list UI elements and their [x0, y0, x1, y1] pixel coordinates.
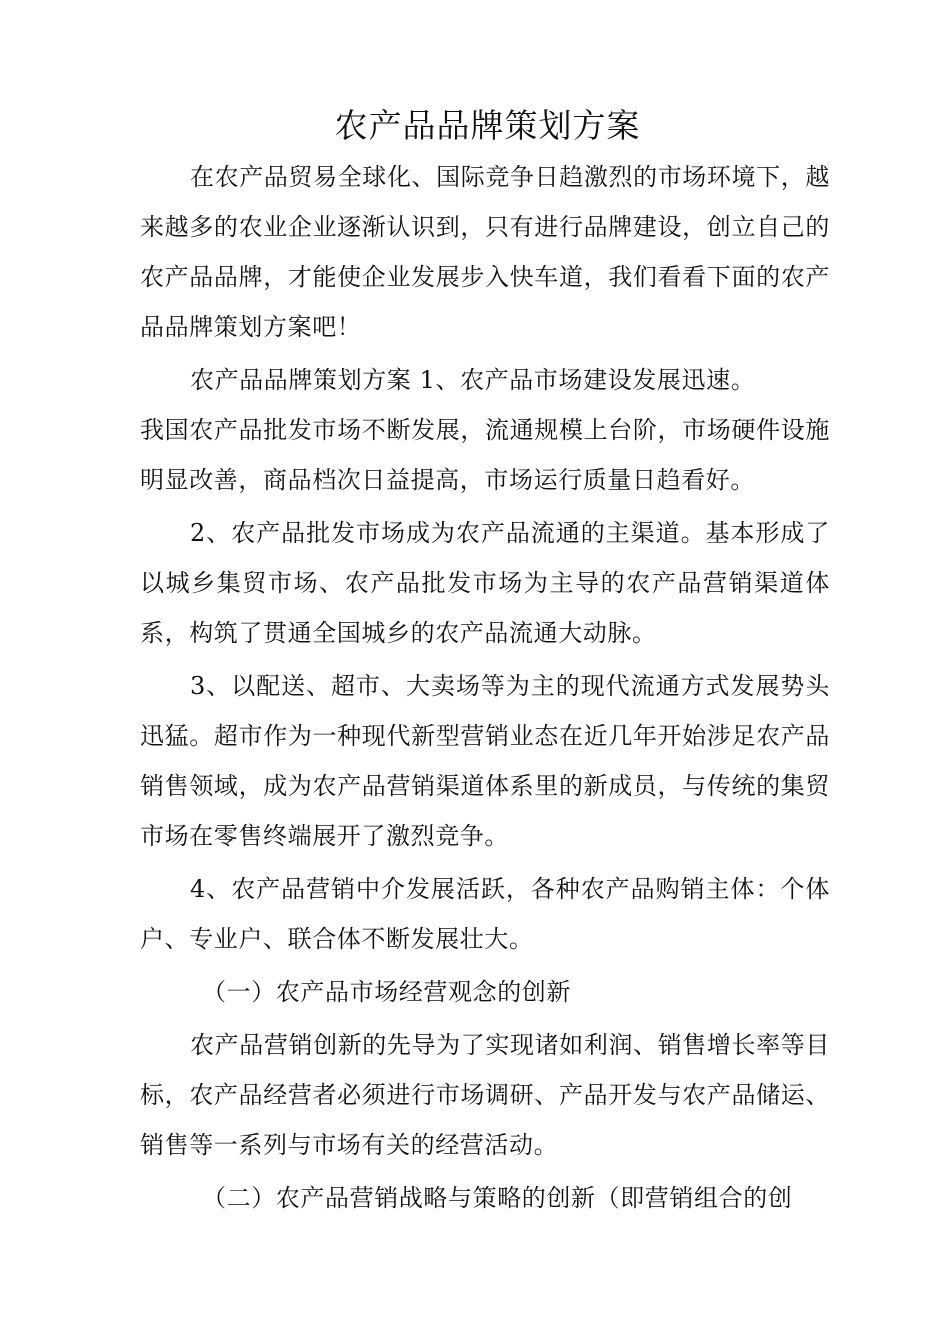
paragraph-point4: 4、农产品营销中介发展活跃，各种农产品购销主体：个体户、专业户、联合体不断发展壮大。 [140, 875, 830, 953]
paragraph-section1-body: 农产品营销创新的先导为了实现诸如利润、销售增长率等目标，农产品经营者必须进行市场调研、产品开发与农产品储运、销售等一系列与市场有关的经营活动。 [140, 1031, 830, 1159]
paragraph-point2: 2、农产品批发市场成为农产品流通的主渠道。基本形成了以城乡集贸市场、农产品批发市场为主导的农产品营销渠道体系，构筑了贯通全国城乡的农产品流通大动脉。 [140, 519, 830, 647]
paragraph-point1-heading: 农产品品牌策划方案 1、农产品市场建设发展迅速。 [190, 366, 756, 394]
section2-heading: （二）农产品营销战略与策略的创新（即营销组合的创 [202, 1184, 793, 1212]
document-title: 农产品品牌策划方案 [334, 106, 641, 145]
document-body [140, 152, 830, 1223]
paragraph-point3: 3、以配送、超市、大卖场等为主的现代流通方式发展势头迅猛。超市作为一种现代新型营销业态在近几年开始涉足农产品销售领域，成为农产品营销渠道体系里的新成员，与传统的集贸市场在零售终端展开了激烈竞争。 [140, 672, 830, 850]
section1-heading: （一）农产品市场经营观念的创新 [202, 978, 571, 1006]
paragraph-intro: 在农产品贸易全球化、国际竞争日趋激烈的市场环境下，越来越多的农业企业逐渐认识到，只有进行品牌建设，创立自己的农产品品牌，才能使企业发展步入快车道，我们看看下面的农产品品牌策划方案吧！ [140, 163, 830, 341]
paragraph-point1-body: 我国农产品批发市场不断发展，流通规模上台阶，市场硬件设施明显改善，商品档次日益提高，市场运行质量日趋看好。 [140, 416, 830, 494]
